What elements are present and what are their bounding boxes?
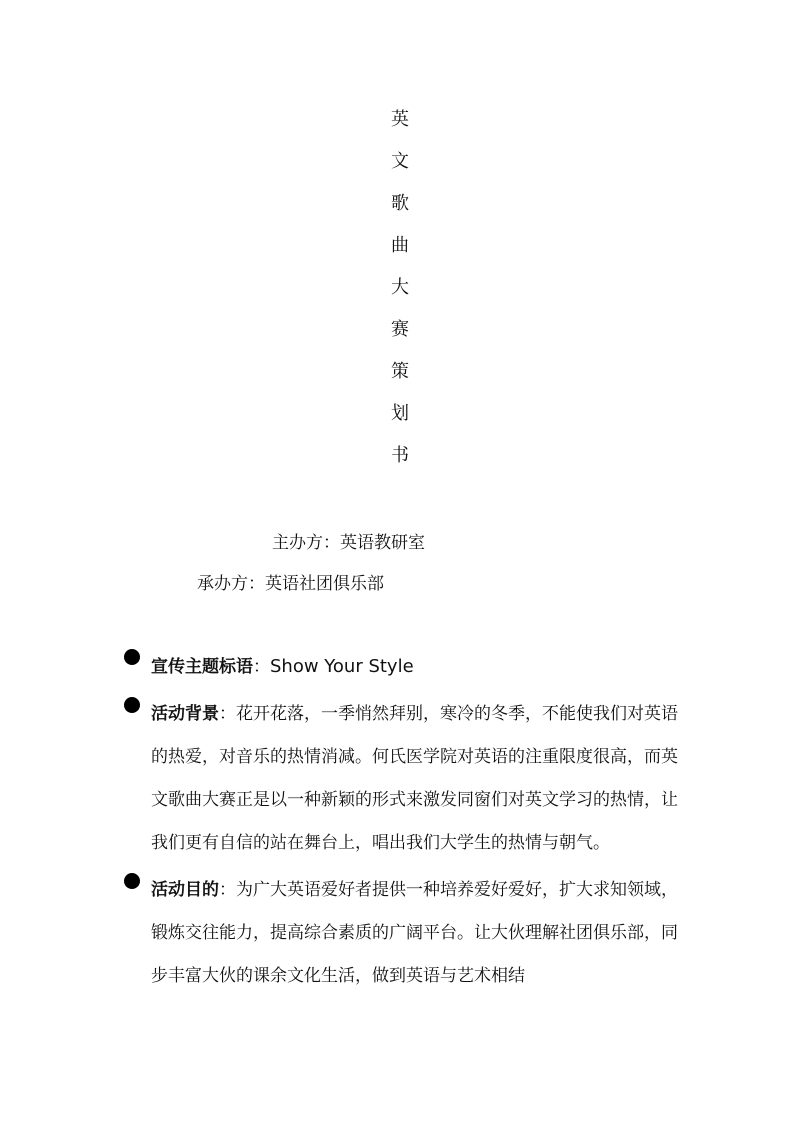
document-title <box>380 106 420 484</box>
section-background <box>124 693 684 865</box>
section-text: Show Your Style <box>270 656 414 677</box>
bullet-dot-icon <box>124 873 140 889</box>
bullet-dot-icon <box>124 697 140 713</box>
title-char: 文 <box>391 151 409 172</box>
section-label: 活动背景 <box>151 704 219 724</box>
section-label: 宣传主题标语 <box>151 657 253 677</box>
host-label: 主办方： <box>272 533 340 553</box>
host-value: 英语教研室 <box>340 533 425 553</box>
title-char: 大 <box>391 277 409 298</box>
title-char: 赛 <box>391 319 409 340</box>
host-organizer <box>272 528 425 553</box>
title-char: 策 <box>391 361 409 382</box>
section-text: 为广大英语爱好者提供一种培养爱好爱好，扩大求知领域，锻炼交往能力，提高综合素质的广阔平台。让大伙理解社团俱乐部，同步丰富大伙的课余文化生活，做到英语与艺术相结 <box>151 880 678 986</box>
undertaking-organizer <box>197 569 384 594</box>
section-label: 活动目的 <box>151 880 219 900</box>
undertake-label: 承办方： <box>197 574 265 594</box>
title-char: 划 <box>391 403 409 424</box>
section-separator: ： <box>253 657 270 677</box>
section-purpose <box>124 869 684 998</box>
section-list <box>124 655 684 1012</box>
section-text: 花开花落，一季悄然拜别，寒冷的冬季，不能使我们对英语的热爱，对音乐的热情消减。何氏医学院对英语的注重限度很高，而英文歌曲大赛正是以一种新颖的形式来激发同窗们对英文学习的热情，让我们更有自信的站在舞台上，唱出我们大学生的热情与朝气。 <box>151 704 678 853</box>
section-theme-slogan <box>124 645 684 689</box>
title-char: 英 <box>391 109 409 130</box>
section-separator: ： <box>219 704 236 724</box>
undertake-value: 英语社团俱乐部 <box>265 574 384 594</box>
bullet-dot-icon <box>124 649 140 665</box>
title-char: 歌 <box>391 193 409 214</box>
title-char: 书 <box>391 445 409 466</box>
section-separator: ： <box>219 880 236 900</box>
title-char: 曲 <box>391 235 409 256</box>
